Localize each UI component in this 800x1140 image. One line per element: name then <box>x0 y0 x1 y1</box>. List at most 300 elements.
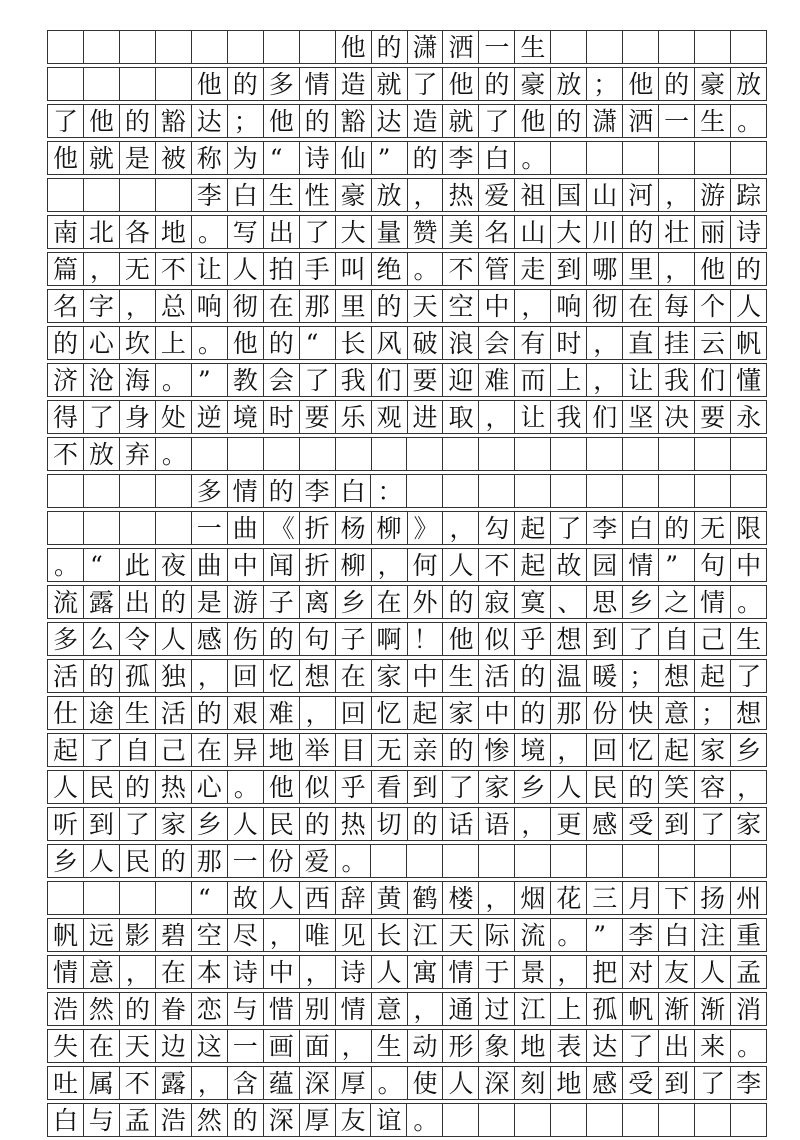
grid-cell: 教 <box>228 364 264 396</box>
grid-cell <box>515 438 551 470</box>
grid-cell: 帆 <box>48 919 84 951</box>
grid-cell: 川 <box>587 216 623 248</box>
grid-cell: 多 <box>264 68 300 100</box>
grid-row <box>47 696 767 730</box>
grid-cell: 的 <box>264 623 300 655</box>
grid-cell: 感 <box>587 808 623 840</box>
grid-cell: 人 <box>551 771 587 803</box>
grid-cell: ； <box>587 68 623 100</box>
grid-cell: 了 <box>623 1030 659 1062</box>
grid-row <box>47 1066 767 1100</box>
grid-cell: 帆 <box>731 327 767 359</box>
grid-cell: 济 <box>48 364 84 396</box>
grid-cell: 切 <box>372 808 408 840</box>
grid-cell: 洒 <box>443 31 479 63</box>
grid-cell <box>48 179 84 211</box>
grid-cell: 起 <box>659 734 695 766</box>
grid-cell: 深 <box>479 1067 515 1099</box>
grid-cell: 孤 <box>120 660 156 692</box>
grid-cell: 来 <box>695 1030 731 1062</box>
grid-cell: 他 <box>443 623 479 655</box>
grid-cell: 感 <box>587 1067 623 1099</box>
grid-cell: 个 <box>695 290 731 322</box>
grid-cell: 是 <box>192 586 228 618</box>
grid-row <box>47 770 767 804</box>
grid-cell: 想 <box>659 660 695 692</box>
grid-cell: 名 <box>479 216 515 248</box>
grid-cell: 到 <box>587 623 623 655</box>
grid-cell: 潇 <box>587 105 623 137</box>
grid-cell: 、 <box>551 586 587 618</box>
grid-cell: 话 <box>443 808 479 840</box>
grid-cell: 的 <box>515 697 551 729</box>
grid-row <box>47 881 767 915</box>
grid-cell: 表 <box>551 1030 587 1062</box>
grid-cell: 里 <box>336 290 372 322</box>
grid-cell: 忆 <box>264 660 300 692</box>
grid-cell: 无 <box>372 734 408 766</box>
grid-cell: 流 <box>48 586 84 618</box>
grid-cell: 了 <box>300 216 336 248</box>
grid-cell: 时 <box>264 401 300 433</box>
grid-cell <box>264 31 300 63</box>
grid-cell: 诗 <box>336 956 372 988</box>
grid-cell: 的 <box>120 105 156 137</box>
grid-cell <box>515 1104 551 1136</box>
grid-cell: 心 <box>192 771 228 803</box>
grid-cell: 子 <box>264 586 300 618</box>
grid-cell <box>659 1104 695 1136</box>
grid-cell: 爱 <box>479 179 515 211</box>
grid-cell <box>120 68 156 100</box>
grid-cell: 暖 <box>587 660 623 692</box>
grid-cell: 不 <box>156 253 192 285</box>
grid-cell: 的 <box>515 660 551 692</box>
grid-cell: 独 <box>156 660 192 692</box>
grid-cell <box>84 512 120 544</box>
grid-cell: 起 <box>515 512 551 544</box>
grid-cell: 重 <box>731 919 767 951</box>
grid-cell: 让 <box>192 253 228 285</box>
grid-cell: 不 <box>443 253 479 285</box>
grid-row <box>47 733 767 767</box>
grid-cell: 了 <box>120 808 156 840</box>
grid-cell: 民 <box>84 771 120 803</box>
grid-cell: 让 <box>515 401 551 433</box>
grid-cell: 这 <box>192 1030 228 1062</box>
grid-cell <box>479 475 515 507</box>
grid-cell: 游 <box>228 586 264 618</box>
grid-cell <box>156 179 192 211</box>
grid-cell <box>731 845 767 877</box>
grid-cell: 名 <box>48 290 84 322</box>
grid-cell: 感 <box>192 623 228 655</box>
grid-cell: ， <box>120 290 156 322</box>
grid-cell: 乡 <box>731 734 767 766</box>
grid-cell: 尽 <box>228 919 264 951</box>
grid-cell: 长 <box>372 919 408 951</box>
grid-cell: 生 <box>515 31 551 63</box>
grid-cell: 的 <box>551 105 587 137</box>
grid-cell: 观 <box>372 401 408 433</box>
grid-cell: 人 <box>372 956 408 988</box>
grid-cell: 美 <box>443 216 479 248</box>
grid-cell: 生 <box>731 623 767 655</box>
grid-cell: 海 <box>120 364 156 396</box>
grid-cell: 到 <box>408 771 444 803</box>
grid-cell: 响 <box>551 290 587 322</box>
grid-cell: 有 <box>515 327 551 359</box>
grid-cell: 谊 <box>371 1104 407 1136</box>
grid-cell: 们 <box>695 364 731 396</box>
grid-cell: 中 <box>479 697 515 729</box>
grid-cell: 通 <box>443 993 479 1025</box>
grid-cell: “ <box>84 549 120 581</box>
grid-cell <box>551 845 587 877</box>
grid-cell: 国 <box>551 179 587 211</box>
grid-cell: 要 <box>408 364 444 396</box>
grid-cell <box>48 512 84 544</box>
grid-cell: 意 <box>659 697 695 729</box>
grid-cell: ！ <box>408 623 444 655</box>
grid-cell: 不 <box>479 549 515 581</box>
grid-cell: 是 <box>120 142 156 174</box>
grid-cell: 上 <box>551 993 587 1025</box>
grid-cell: 空 <box>192 919 228 951</box>
grid-cell: 的 <box>659 512 695 544</box>
grid-cell <box>695 438 731 470</box>
grid-cell: 让 <box>623 364 659 396</box>
grid-cell: 他 <box>264 771 300 803</box>
grid-cell: 想 <box>551 623 587 655</box>
grid-cell: 总 <box>156 290 192 322</box>
grid-cell <box>84 31 120 63</box>
grid-row <box>47 178 767 212</box>
grid-cell: 心 <box>84 327 120 359</box>
grid-cell: 对 <box>623 956 659 988</box>
grid-cell: 他 <box>443 68 479 100</box>
grid-cell: 破 <box>408 327 444 359</box>
grid-cell: 的 <box>731 253 767 285</box>
grid-cell <box>120 882 156 914</box>
grid-cell: ， <box>515 808 551 840</box>
grid-cell: 露 <box>84 586 120 618</box>
grid-cell: 把 <box>587 956 623 988</box>
grid-cell: 乎 <box>336 771 372 803</box>
grid-cell: ， <box>551 734 587 766</box>
grid-cell: 家 <box>372 660 408 692</box>
grid-cell <box>443 475 479 507</box>
grid-cell: 令 <box>120 623 156 655</box>
grid-cell: 渐 <box>659 993 695 1025</box>
grid-cell: 各 <box>120 216 156 248</box>
grid-cell: 的 <box>264 327 300 359</box>
grid-cell: 自 <box>659 623 695 655</box>
grid-cell <box>228 31 264 63</box>
grid-row <box>47 1103 767 1137</box>
grid-cell: 之 <box>659 586 695 618</box>
grid-cell: 了 <box>695 808 731 840</box>
grid-cell: 天 <box>120 1030 156 1062</box>
grid-cell: 别 <box>300 993 336 1025</box>
grid-cell: 浪 <box>443 327 479 359</box>
grid-cell: 。 <box>515 142 551 174</box>
grid-row <box>47 30 767 64</box>
grid-cell: 手 <box>300 253 336 285</box>
grid-cell: 。 <box>731 586 767 618</box>
grid-cell: 本 <box>192 956 228 988</box>
grid-cell: 在 <box>372 586 408 618</box>
grid-cell: ， <box>192 660 228 692</box>
grid-cell: “ <box>192 882 228 914</box>
grid-cell: 想 <box>731 697 767 729</box>
grid-cell: 大 <box>551 216 587 248</box>
grid-cell: 洒 <box>623 105 659 137</box>
grid-cell: 己 <box>156 734 192 766</box>
grid-cell: 情 <box>228 475 264 507</box>
grid-cell: 孤 <box>587 993 623 1025</box>
grid-cell: 赞 <box>408 216 444 248</box>
grid-cell: ， <box>264 919 300 951</box>
grid-cell: 情 <box>300 68 336 100</box>
grid-cell: 的 <box>659 68 695 100</box>
grid-cell <box>587 142 623 174</box>
grid-row <box>47 622 767 656</box>
grid-cell: 豪 <box>336 179 372 211</box>
grid-cell: 艰 <box>228 697 264 729</box>
grid-row <box>47 992 767 1026</box>
grid-cell: 帆 <box>623 993 659 1025</box>
grid-cell: 放 <box>372 179 408 211</box>
grid-cell: 回 <box>336 697 372 729</box>
grid-cell: 容 <box>695 771 731 803</box>
grid-cell: 中 <box>228 549 264 581</box>
grid-cell: 中 <box>408 660 444 692</box>
grid-cell <box>120 475 156 507</box>
grid-cell <box>587 845 623 877</box>
grid-cell: 消 <box>731 993 767 1025</box>
grid-cell: 要 <box>695 401 731 433</box>
grid-cell: 眷 <box>156 993 192 1025</box>
grid-cell: 生 <box>372 1030 408 1062</box>
grid-cell: 诗 <box>228 956 264 988</box>
grid-cell: 。 <box>408 253 444 285</box>
grid-cell: 故 <box>228 882 264 914</box>
grid-cell <box>407 845 443 877</box>
grid-row <box>47 511 767 545</box>
grid-cell: ， <box>659 253 695 285</box>
grid-cell: 空 <box>443 290 479 322</box>
grid-cell: 身 <box>120 401 156 433</box>
grid-cell: 豁 <box>336 105 372 137</box>
grid-cell: 李 <box>731 1067 767 1099</box>
grid-cell: 情 <box>336 993 372 1025</box>
grid-cell: 惜 <box>264 993 300 1025</box>
grid-row <box>47 252 767 286</box>
grid-cell: 的 <box>408 142 444 174</box>
grid-cell: 长 <box>336 327 372 359</box>
grid-cell: ” <box>372 142 408 174</box>
grid-cell: 热 <box>156 771 192 803</box>
grid-cell: 。 <box>731 105 767 137</box>
grid-cell: 人 <box>695 956 731 988</box>
grid-cell: 们 <box>587 401 623 433</box>
grid-cell: 我 <box>336 364 372 396</box>
grid-cell: 得 <box>48 401 84 433</box>
grid-cell: 人 <box>228 253 264 285</box>
grid-cell: 柳 <box>372 512 408 544</box>
grid-cell: 生 <box>695 105 731 137</box>
grid-cell: 。 <box>731 1030 767 1062</box>
grid-cell: 。 <box>336 845 372 877</box>
grid-cell: 的 <box>623 771 659 803</box>
grid-cell <box>156 475 192 507</box>
grid-cell: “ <box>300 327 336 359</box>
grid-cell: 取 <box>443 401 479 433</box>
grid-cell: 亲 <box>408 734 444 766</box>
grid-cell: ， <box>84 253 120 285</box>
grid-cell: 为 <box>228 142 264 174</box>
grid-row <box>47 659 767 693</box>
grid-cell: 了 <box>300 364 336 396</box>
grid-cell: 举 <box>300 734 336 766</box>
grid-row <box>47 955 767 989</box>
grid-cell: 折 <box>300 549 336 581</box>
grid-cell: 那 <box>551 697 587 729</box>
grid-cell <box>587 1104 623 1136</box>
grid-cell: 仙 <box>336 142 372 174</box>
grid-cell: 江 <box>408 919 444 951</box>
grid-cell <box>695 142 731 174</box>
grid-cell: 放 <box>84 438 120 470</box>
grid-cell: 一 <box>228 1030 264 1062</box>
grid-cell: 走 <box>515 253 551 285</box>
grid-cell: 热 <box>443 179 479 211</box>
grid-cell <box>84 475 120 507</box>
grid-cell: 故 <box>551 549 587 581</box>
grid-cell: 的 <box>372 290 408 322</box>
grid-cell: 他 <box>48 142 84 174</box>
grid-cell: 沧 <box>84 364 120 396</box>
grid-cell: 园 <box>587 549 623 581</box>
grid-cell <box>623 1104 659 1136</box>
grid-cell: 边 <box>156 1030 192 1062</box>
grid-cell: 造 <box>336 68 372 100</box>
grid-row <box>47 585 767 619</box>
grid-cell: 出 <box>264 216 300 248</box>
grid-cell <box>731 31 767 63</box>
grid-cell: ， <box>587 327 623 359</box>
grid-cell <box>84 68 120 100</box>
grid-cell: 勾 <box>479 512 515 544</box>
grid-cell: 哪 <box>587 253 623 285</box>
grid-cell: 白 <box>623 512 659 544</box>
grid-cell: 目 <box>336 734 372 766</box>
grid-cell: 造 <box>408 105 444 137</box>
grid-cell: 折 <box>300 512 336 544</box>
grid-cell: 限 <box>731 512 767 544</box>
grid-cell: 民 <box>264 808 300 840</box>
grid-cell: 与 <box>228 993 264 1025</box>
grid-cell: 杨 <box>336 512 372 544</box>
grid-cell: 子 <box>336 623 372 655</box>
grid-cell: ， <box>300 956 336 988</box>
grid-cell: “ <box>264 142 300 174</box>
grid-cell: 。 <box>192 216 228 248</box>
grid-cell: 的 <box>300 808 336 840</box>
grid-cell: 浩 <box>48 993 84 1025</box>
grid-cell: 起 <box>48 734 84 766</box>
grid-cell <box>623 142 659 174</box>
grid-cell: ， <box>551 956 587 988</box>
grid-cell: 惨 <box>479 734 515 766</box>
grid-row <box>47 548 767 582</box>
grid-cell: 西 <box>300 882 336 914</box>
grid-cell: 似 <box>479 623 515 655</box>
grid-cell: 更 <box>551 808 587 840</box>
grid-cell: 思 <box>587 586 623 618</box>
manuscript-grid-paper <box>47 30 767 1140</box>
grid-cell: 活 <box>48 660 84 692</box>
grid-cell: 想 <box>300 660 336 692</box>
grid-cell: 踪 <box>731 179 767 211</box>
grid-cell: 影 <box>120 919 156 951</box>
grid-cell: 人 <box>84 845 120 877</box>
grid-cell: 风 <box>372 327 408 359</box>
grid-cell: 会 <box>479 327 515 359</box>
grid-cell: 上 <box>156 327 192 359</box>
grid-cell: 了 <box>623 623 659 655</box>
grid-cell: 象 <box>479 1030 515 1062</box>
grid-cell <box>731 438 767 470</box>
grid-cell <box>84 179 120 211</box>
grid-cell: 响 <box>192 290 228 322</box>
grid-cell: 友 <box>659 956 695 988</box>
grid-cell: 意 <box>84 956 120 988</box>
grid-cell: 句 <box>300 623 336 655</box>
grid-cell: 烟 <box>515 882 551 914</box>
grid-cell: 绝 <box>372 253 408 285</box>
grid-cell: 就 <box>84 142 120 174</box>
grid-cell: 坚 <box>623 401 659 433</box>
grid-cell: 花 <box>551 882 587 914</box>
grid-cell <box>695 1104 731 1136</box>
grid-cell: ， <box>120 956 156 988</box>
grid-cell: 吐 <box>48 1067 84 1099</box>
grid-cell: 民 <box>587 771 623 803</box>
grid-cell: 情 <box>695 586 731 618</box>
grid-cell: 白 <box>659 919 695 951</box>
grid-cell: 际 <box>479 919 515 951</box>
grid-cell: 每 <box>659 290 695 322</box>
grid-cell <box>623 475 659 507</box>
grid-cell <box>407 438 443 470</box>
grid-cell: 他 <box>192 68 228 100</box>
grid-cell: 河 <box>623 179 659 211</box>
grid-cell: 达 <box>372 105 408 137</box>
grid-cell: 途 <box>84 697 120 729</box>
grid-cell: 使 <box>408 1067 444 1099</box>
grid-cell: 放 <box>551 68 587 100</box>
grid-cell: 深 <box>264 1104 300 1136</box>
grid-cell: 决 <box>659 401 695 433</box>
grid-cell <box>48 68 84 100</box>
grid-cell <box>731 142 767 174</box>
grid-cell: 的 <box>228 68 264 100</box>
grid-cell: 人 <box>228 808 264 840</box>
grid-cell: 人 <box>443 549 479 581</box>
grid-cell: 忆 <box>372 697 408 729</box>
